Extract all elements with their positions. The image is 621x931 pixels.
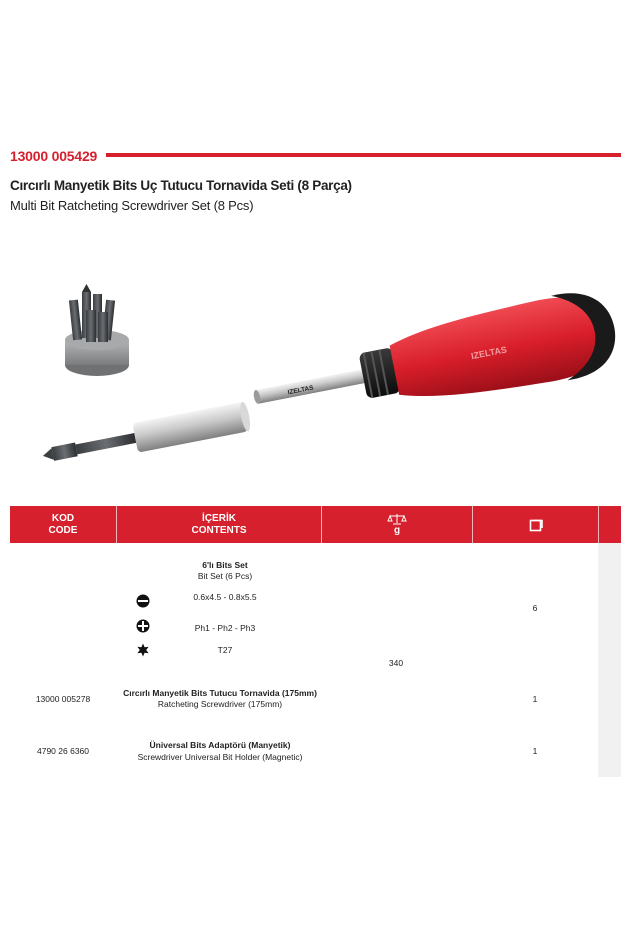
- row1-quantity: 1: [532, 694, 538, 704]
- row2-name-tr: Üniversal Bits Adaptörü (Manyetik): [149, 740, 291, 750]
- row2-code: 4790 26 6360: [37, 746, 89, 756]
- ratcheting-screwdriver: [246, 285, 621, 440]
- product-title-en: Multi Bit Ratcheting Screwdriver Set (8 Pcs): [10, 198, 254, 213]
- row1-name-en: Ratcheting Screwdriver (175mm): [157, 699, 283, 709]
- svg-text:IZELTAS: IZELTAS: [470, 344, 508, 362]
- bitset-title-en: Bit Set (6 Pcs): [197, 571, 253, 581]
- universal-bit-holder: [40, 401, 252, 471]
- row1-name-tr: Cırcırlı Manyetik Bits Tutucu Tornavida (175mm): [123, 688, 317, 698]
- set-weight: 340: [388, 658, 404, 668]
- torx-size: T27: [217, 645, 233, 655]
- row1-code: 13000 005278: [35, 694, 91, 704]
- code-column-header: KOD CODE: [48, 512, 78, 536]
- box-icon: [529, 518, 543, 532]
- bitset-quantity: 6: [532, 603, 538, 613]
- phillips-sizes: Ph1 - Ph2 - Ph3: [194, 623, 256, 633]
- table-side-shade: [598, 543, 621, 777]
- slotted-icon: [136, 594, 150, 608]
- table-header: [10, 506, 621, 543]
- weight-unit: g: [393, 524, 401, 536]
- bitset-title-tr: 6'lı Bits Set: [202, 560, 248, 570]
- product-title-tr: Cırcırlı Manyetik Bits Uç Tutucu Tornavida Seti (8 Parça): [10, 178, 352, 193]
- contents-column-header: İÇERİK CONTENTS: [191, 512, 247, 536]
- bit-set-holder: [65, 284, 129, 376]
- brand-text: IZELTAS: [287, 384, 315, 397]
- quantity-column-header: [473, 506, 598, 543]
- product-code: 13000 005429: [10, 148, 98, 164]
- row2-quantity: 1: [532, 746, 538, 756]
- weight-column-header: [322, 506, 472, 543]
- row2-name-en: Screwdriver Universal Bit Holder (Magnetic): [137, 752, 303, 762]
- torx-icon: [136, 643, 150, 657]
- phillips-icon: [136, 619, 150, 633]
- title-rule: [106, 153, 621, 157]
- slotted-sizes: 0.6x4.5 - 0.8x5.5: [193, 592, 257, 602]
- scale-icon: [387, 513, 407, 525]
- product-photo: [0, 270, 621, 490]
